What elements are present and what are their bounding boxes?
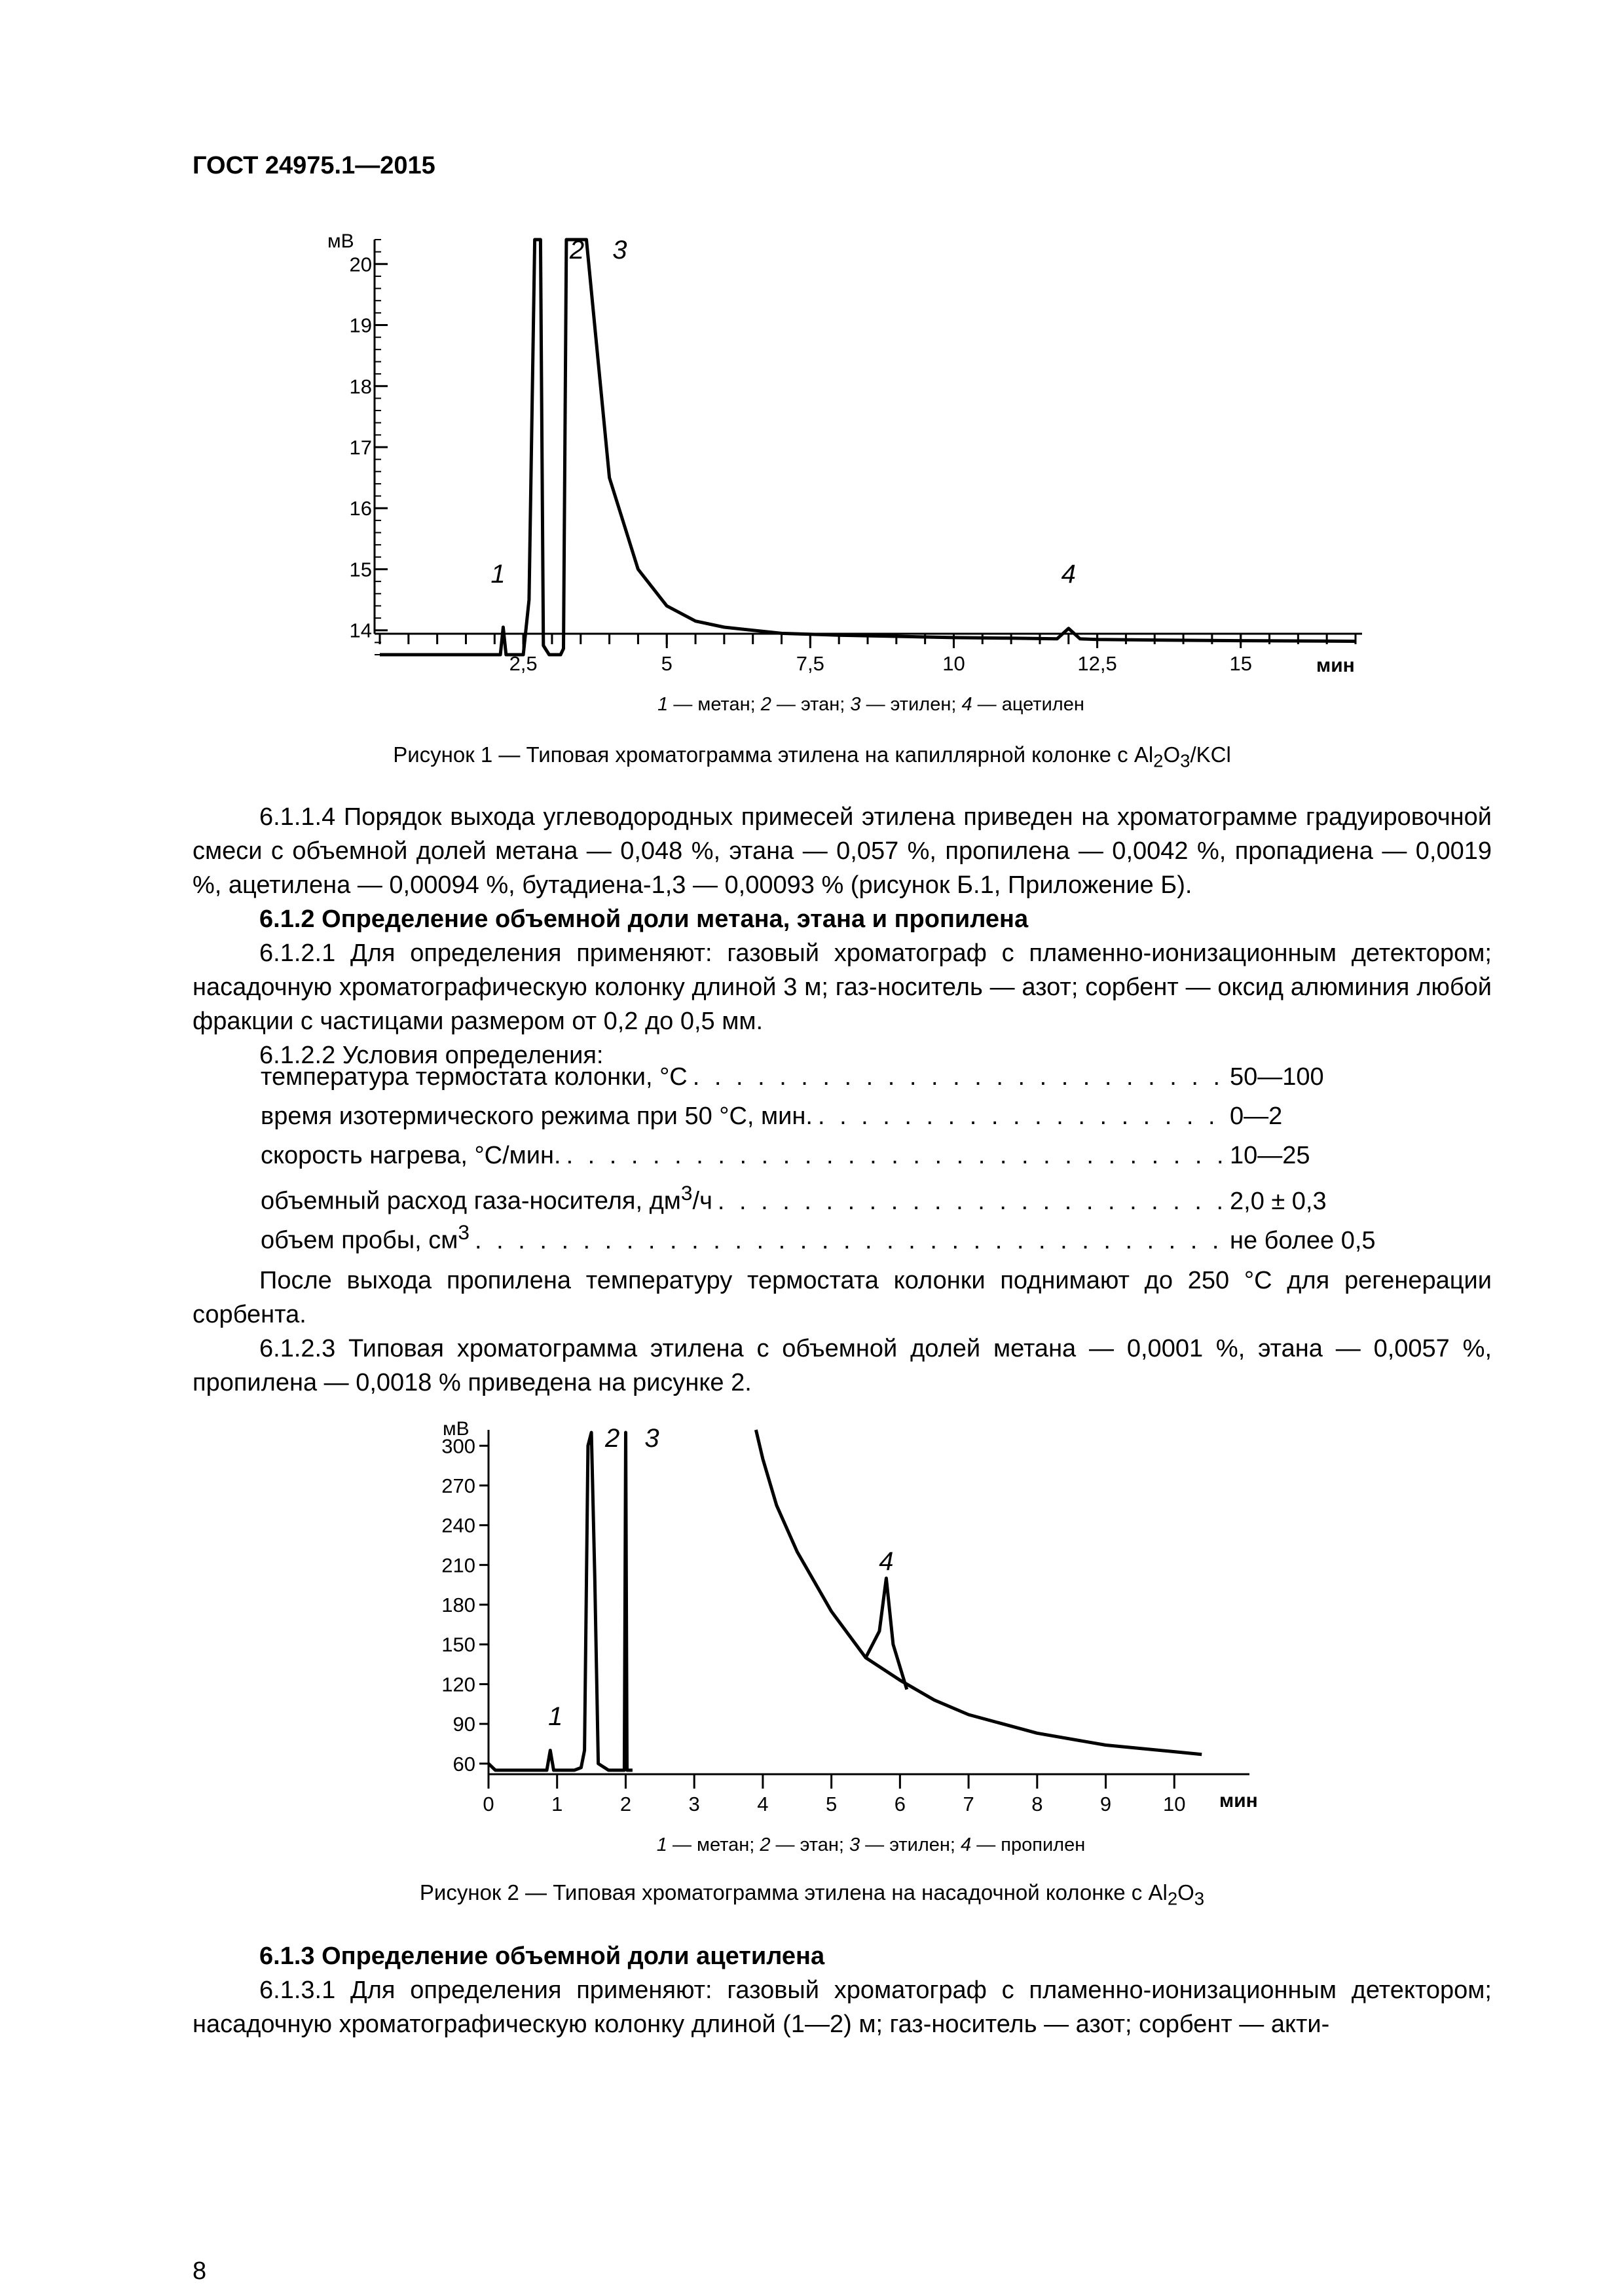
legend-num: 2 — [760, 694, 771, 715]
condition-row — [261, 1063, 1393, 1102]
x-tick-label: 3 — [688, 1793, 700, 1815]
condition-row — [261, 1220, 1393, 1260]
condition-value: не более 0,5 — [1230, 1226, 1376, 1254]
paragraph-text: 6.1.2.2 Условия определения: — [259, 1042, 604, 1069]
y-tick-label: 14 — [349, 619, 372, 642]
paragraph-text: 6.1.1.4 Порядок выхода углеводородных примесей этилена приведен на хроматограмме градуировочной смеси с объемной долей метана — 0,048 %, этана — 0,057 %, пропилена — 0,0042 %, пропадиена — 0,0019 %, ацетилена — 0,00094 %, бутадиена-1,3 — 0,00093 % (рисунок Б.1, Приложение Б). — [193, 803, 1492, 899]
x-tick-label: 8 — [1031, 1793, 1043, 1815]
paragraph-regeneration — [193, 1264, 1492, 1332]
chromatogram-line — [380, 240, 1356, 655]
y-tick-label: 60 — [452, 1752, 475, 1776]
y-tick-label: 90 — [452, 1713, 475, 1736]
peak-label: 4 — [1061, 560, 1076, 589]
y-tick-label: 20 — [349, 253, 372, 276]
condition-label: температура термостата колонки, °С — [261, 1063, 688, 1091]
conditions-list — [261, 1063, 1393, 1260]
section-heading-6-1-2 — [193, 902, 1492, 936]
y-tick-label: 16 — [349, 497, 372, 520]
figure-2-caption — [288, 1880, 1336, 1910]
x-tick-label: 10 — [942, 652, 965, 675]
fig2-y-unit: мВ — [443, 1418, 470, 1440]
peak-label: 3 — [644, 1424, 659, 1453]
fig1-y-unit: мВ — [327, 230, 354, 252]
x-tick-label: 9 — [1099, 1793, 1112, 1815]
label-part: /ч — [692, 1187, 712, 1215]
x-tick-label: 0 — [483, 1793, 494, 1815]
legend-num: 3 — [849, 1834, 860, 1855]
peak-label: 2 — [604, 1424, 620, 1453]
y-tick-label: 210 — [441, 1554, 475, 1577]
y-tick-label: 15 — [349, 558, 372, 581]
legend-num: 4 — [961, 1834, 972, 1855]
fig1-x-unit: мин — [1316, 655, 1355, 676]
chromatogram-line — [756, 1430, 1202, 1755]
heading-text: 6.1.3 Определение объемной доли ацетилена — [259, 1942, 825, 1970]
x-tick-label: 2 — [619, 1793, 632, 1815]
x-tick-label: 10 — [1163, 1793, 1186, 1815]
paragraph-text: 6.1.2.3 Типовая хроматограмма этилена с объемной долей метана — 0,0001 %, этана — 0,0057 %, пропилена — 0,0018 % приведена на рисунке 2. — [193, 1335, 1492, 1396]
legend-num: 3 — [850, 694, 861, 715]
y-tick-label: 17 — [349, 436, 372, 459]
figure-1-legend — [485, 694, 1257, 716]
figure-2-legend — [485, 1834, 1257, 1856]
caption-text: /KCl — [1190, 742, 1231, 767]
y-tick-label: 18 — [349, 374, 372, 398]
peak-label: 3 — [612, 236, 627, 264]
x-tick-label: 2,5 — [509, 652, 538, 675]
caption-text: Рисунок 1 — Типовая хроматограмма этилена на капиллярной колонке с Al — [393, 742, 1154, 767]
caption-sub: 2 — [1167, 1888, 1178, 1909]
y-tick-label: 300 — [441, 1434, 475, 1458]
peak-label: 1 — [490, 560, 506, 589]
y-tick-label: 270 — [441, 1474, 475, 1497]
x-tick-label: 12,5 — [1077, 652, 1117, 675]
y-tick-label: 240 — [441, 1514, 475, 1537]
x-tick-label: 15 — [1229, 652, 1252, 675]
legend-text: — ацетилен — [972, 694, 1084, 715]
legend-text: — этилен; — [860, 694, 962, 715]
paragraph-6-1-2-1 — [193, 936, 1492, 1038]
legend-text: — метан; — [668, 694, 761, 715]
paragraph-6-1-1-4 — [193, 800, 1492, 902]
fig2-x-unit: мин — [1219, 1790, 1258, 1812]
x-tick-label: 7 — [963, 1793, 974, 1815]
caption-sub: 3 — [1180, 750, 1190, 771]
caption-sub: 3 — [1194, 1888, 1205, 1909]
chromatogram-line — [489, 1432, 633, 1770]
label-part: объемный расход газа-носителя, дм — [261, 1187, 681, 1215]
paragraph-6-1-2-3 — [193, 1332, 1492, 1400]
legend-text: — этилен; — [860, 1834, 961, 1855]
heading-text: 6.1.2 Определение объемной доли метана, этана и пропилена — [259, 905, 1029, 933]
chromatogram-line — [866, 1578, 907, 1690]
figure-1-svg — [0, 0, 1624, 720]
caption-text: O — [1177, 1880, 1194, 1904]
label-part: объем пробы, см — [261, 1226, 458, 1254]
x-tick-label: 7,5 — [796, 652, 824, 675]
condition-row — [261, 1142, 1393, 1181]
condition-label — [261, 1220, 470, 1255]
y-tick-label: 150 — [441, 1633, 475, 1656]
caption-sub: 2 — [1153, 750, 1164, 771]
condition-value: 10—25 — [1230, 1142, 1310, 1169]
condition-value: 50—100 — [1230, 1063, 1324, 1091]
legend-num: 1 — [656, 1834, 667, 1855]
paragraph-text: 6.1.3.1 Для определения применяют: газовый хроматограф с пламенно-ионизационным детектором; насадочную хроматографическую колонку длиной (1—2) м; газ-носитель — азот; сорбент — акти- — [193, 1977, 1492, 2038]
page-number: 8 — [193, 2257, 207, 2285]
x-tick-label: 5 — [826, 1793, 838, 1815]
condition-row — [261, 1181, 1393, 1220]
y-tick-label: 120 — [441, 1673, 475, 1696]
x-tick-label: 5 — [661, 652, 673, 675]
figure-1-caption — [288, 742, 1336, 772]
label-sup: 3 — [680, 1181, 693, 1205]
page-header: ГОСТ 24975.1—2015 — [193, 152, 435, 179]
x-tick-label: 1 — [551, 1793, 563, 1815]
legend-num: 2 — [760, 1834, 771, 1855]
condition-label: время изотермического режима при 50 °С, мин. — [261, 1102, 813, 1130]
legend-num: 1 — [657, 694, 669, 715]
condition-row — [261, 1102, 1393, 1142]
condition-label — [261, 1181, 712, 1216]
x-tick-label: 6 — [894, 1793, 906, 1815]
figure-1-chart — [0, 0, 1624, 720]
paragraph-6-1-3-1 — [193, 1973, 1492, 2041]
caption-text: O — [1163, 742, 1181, 767]
legend-text: — метан; — [667, 1834, 760, 1855]
paragraph-text: 6.1.2.1 Для определения применяют: газовый хроматограф с пламенно-ионизационным детектором; насадочную хроматографическую колонку длиной 3 м; газ-носитель — азот; сорбент — оксид алюминия любой фракции с частицами размером от 0,2 до 0,5 мм. — [193, 939, 1492, 1035]
legend-text: — этан; — [771, 694, 851, 715]
legend-text: — пропилен — [971, 1834, 1086, 1855]
x-tick-label: 4 — [757, 1793, 769, 1815]
condition-label: скорость нагрева, °С/мин. — [261, 1142, 561, 1169]
legend-text: — этан; — [770, 1834, 849, 1855]
condition-value: 2,0 ± 0,3 — [1230, 1187, 1327, 1215]
condition-value: 0—2 — [1230, 1102, 1283, 1130]
peak-label: 2 — [569, 236, 585, 264]
y-tick-label: 180 — [441, 1594, 475, 1617]
caption-text: Рисунок 2 — Типовая хроматограмма этилена на насадочной колонке с Al — [419, 1880, 1168, 1904]
label-sup: 3 — [458, 1220, 470, 1244]
section-heading-6-1-3 — [193, 1939, 1492, 1973]
peak-label: 1 — [548, 1702, 563, 1731]
legend-num: 4 — [961, 694, 972, 715]
y-tick-label: 19 — [349, 314, 372, 337]
peak-label: 4 — [879, 1547, 894, 1576]
paragraph-text: После выхода пропилена температуру термостата колонки поднимают до 250 °С для регенерации сорбента. — [193, 1267, 1492, 1328]
